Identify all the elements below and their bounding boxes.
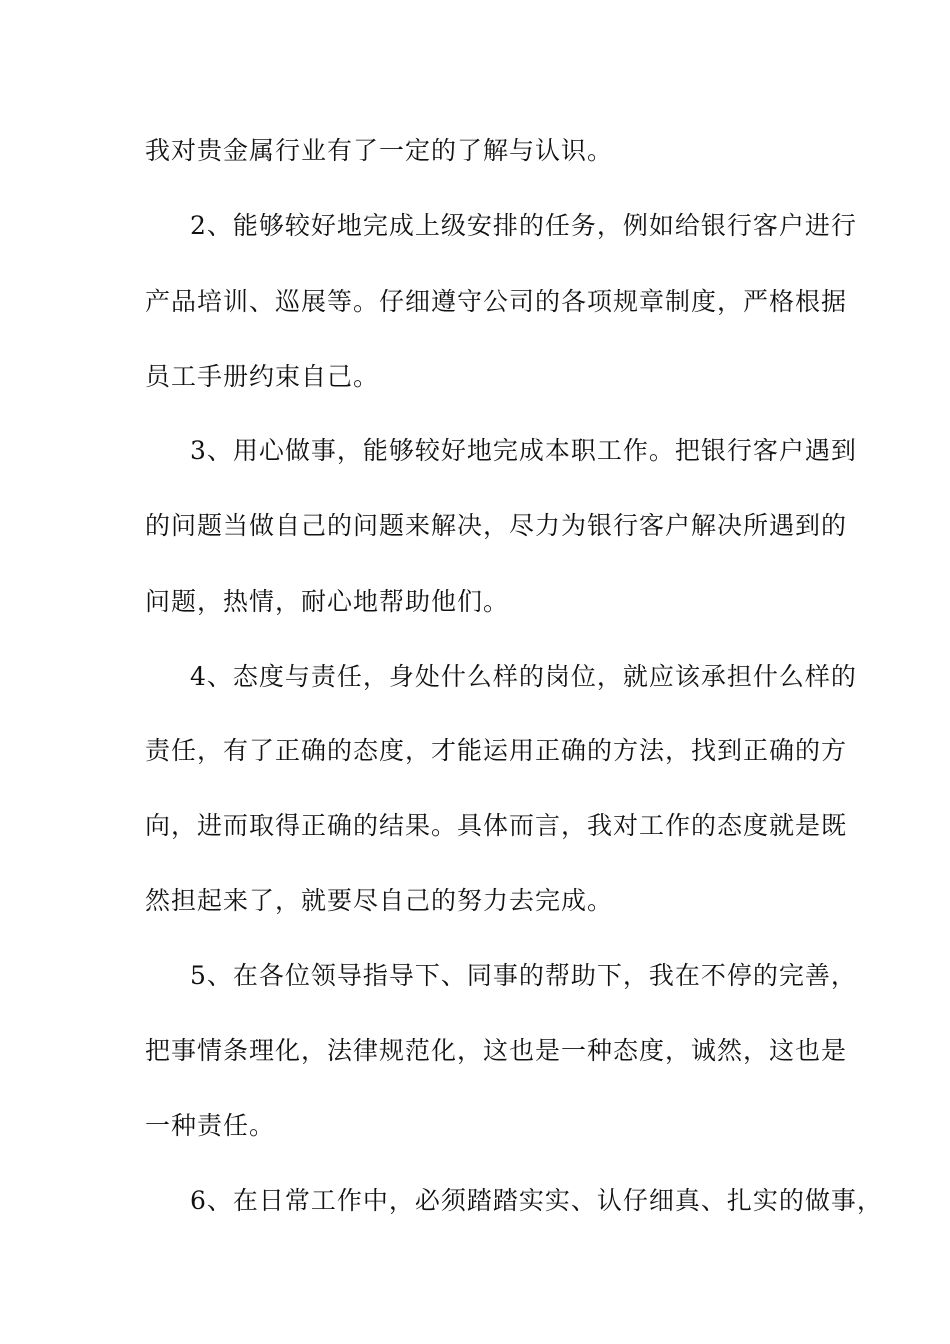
text-line: 向，进而取得正确的结果。具体而言，我对工作的态度就是既 [145, 811, 848, 840]
text-line: 我对贵金属行业有了一定的了解与认识。 [145, 136, 614, 165]
paragraph-4-line-1: 4、态度与责任，身处什么样的岗位，就应该承担什么样的 [190, 662, 857, 691]
paragraph-6-line-1: 6、在日常工作中，必须踏踏实实、认仔细真、扎实的做事， [190, 1186, 883, 1215]
text-line: 一种责任。 [145, 1111, 276, 1140]
paragraph-2-line-1: 2、能够较好地完成上级安排的任务，例如给银行客户进行 [190, 211, 857, 240]
text-line: 把事情条理化，法律规范化，这也是一种态度，诚然，这也是 [145, 1036, 848, 1065]
text-line: 的问题当做自己的问题来解决，尽力为银行客户解决所遇到的 [145, 511, 848, 540]
text-line: 问题，热情，耐心地帮助他们。 [145, 587, 510, 616]
text-line: 产品培训、巡展等。仔细遵守公司的各项规章制度，严格根据 [145, 287, 848, 316]
text-line: 员工手册约束自己。 [145, 362, 380, 391]
text-line: 然担起来了，就要尽自己的努力去完成。 [145, 886, 614, 915]
paragraph-3-line-1: 3、用心做事，能够较好地完成本职工作。把银行客户遇到 [190, 436, 857, 465]
text-line: 责任，有了正确的态度，才能运用正确的方法，找到正确的方 [145, 736, 848, 765]
paragraph-5-line-1: 5、在各位领导指导下、同事的帮助下，我在不停的完善， [190, 961, 857, 990]
